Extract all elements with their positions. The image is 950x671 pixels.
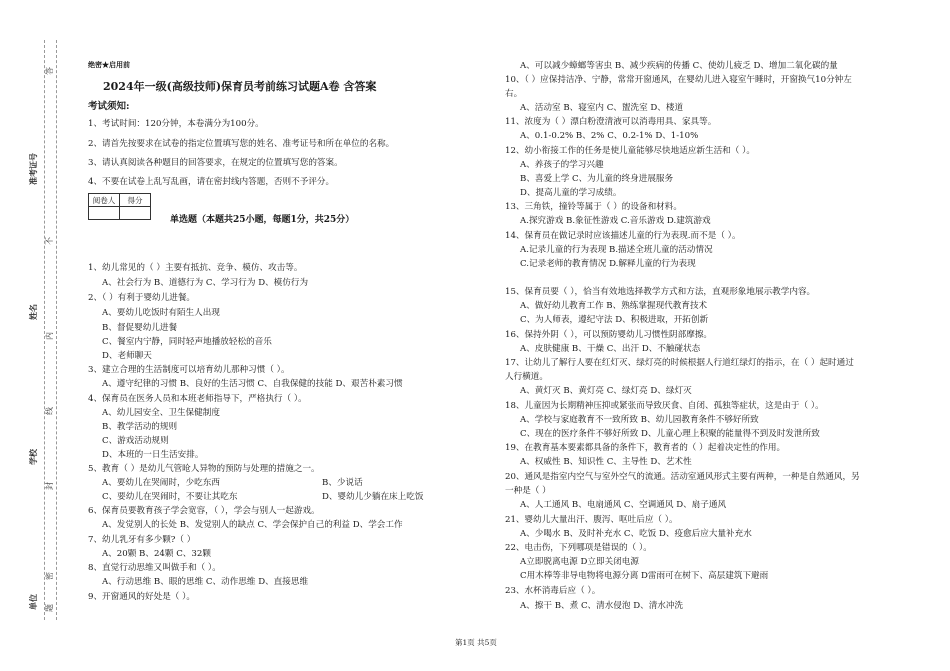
option-line: B、少说话 [322,478,363,488]
reviewer-blank [89,207,120,220]
question-text: 13、三角铁，撞铃等属于（ ）的设备和材料。 [505,202,682,212]
option-line: A.记录儿童的行为表现 B.描述全班儿童的活动情况 [520,245,713,255]
notice-item: 2、请首先按要求在试卷的指定位置填写您的姓名、准考证号和所在单位的名称。 [88,139,395,149]
question-text: 7、幼儿乳牙有多少颗?（ ） [88,535,196,545]
question-text: 15、保育员要（ ），恰当有效地选择教学方式和方法，直观形象地展示教学内容。 [505,287,816,297]
question-text: 21、婴幼儿大量出汗、腹泻、呕吐后应（ ）。 [505,515,678,525]
option-line: B、喜爱上学 C、为儿童的终身进展服务 [520,174,674,184]
question-text: 12、幼小衔接工作的任务是使儿童能够尽快地适应新生活和（ ）。 [505,146,755,156]
seal-char: 密 [45,572,54,580]
question-text: 1、幼儿常见的（ ）主要有抵抗、竞争、模仿、攻击等。 [88,263,303,273]
option-line: A、行动思维 B、眼的思维 C、动作思维 D、直接思维 [102,577,309,587]
reviewer-cell: 阅卷人 [89,194,120,207]
option-line: C.记录老师的教育情况 D.解释儿童的行为表现 [520,259,696,269]
question-text: 2、（ ）有利于婴幼儿进餐。 [88,293,196,303]
question-text: 右。 [505,89,523,99]
question-text: 人行横道。 [505,372,548,382]
seal-char: 答 [45,67,54,75]
question-text: 18、儿童因为长期精神压抑或紧张而导致厌食、自闭、孤独等症状，这是由于（ ）。 [505,401,824,411]
option-line: A、学校与家庭教育不一致所致 B、幼儿园教育条件不够好所致 [520,415,759,425]
option-line: C用木棒等非导电物将电源分离 D雷雨可在树下、高层建筑下避雨 [520,571,769,581]
option-line: A、黄灯灭 B、黄灯亮 C、绿灯亮 D、绿灯灭 [520,386,692,396]
option-line: A、皮肤健康 B、干燥 C、出汗 D、不触碰状态 [520,344,701,354]
option-line: A、20颗 B、24颗 C、32颗 [102,549,211,559]
option-line: C、现在的医疗条件不够好所致 D、儿童心理上积聚的能量得不到及时发泄所致 [520,429,820,439]
question-text: 3、建立合理的生活制度可以培育幼儿那种习惯（ ）。 [88,365,290,375]
option-line: A、可以减少蟑螂等害虫 B、减少疾病的传播 C、使幼儿疲乏 D、增加二氧化碳的量 [520,61,838,71]
name-label: 姓名 [28,304,38,320]
option-line: A、活动室 B、寝室内 C、盥洗室 D、楼道 [520,103,684,113]
seal-char: 题 [45,604,54,612]
ticket-number-label: 准考证号 [28,153,38,185]
question-text: 4、保育员在医务人员和本班老师指导下，严格执行（ ）。 [88,394,307,404]
secret-label: 绝密★启用前 [88,60,130,69]
option-line: A、要幼儿在哭闹时，少吃东西 [102,478,220,488]
question-text: 一种是（ ） [505,486,551,496]
question-text: 23、水杯消毒后应（ ）。 [505,586,601,596]
option-line: A、幼儿园安全、卫生保健制度 [102,408,220,418]
question-text: 16、保持外阴（ ），可以预防婴幼儿习惯性阴部摩擦。 [505,330,713,340]
seal-char: 封 [45,482,54,490]
option-line: A、0.1-0.2% B、2% C、0.2-1% D、1-10% [520,131,699,141]
option-line: A.探究游戏 B.象征性游戏 C.音乐游戏 D.建筑游戏 [520,216,711,226]
option-line: C、为人师表，遵纪守法 D、积极进取，开拓创新 [520,315,709,325]
option-line: A、权威性 B、知识性 C、主导性 D、艺术性 [520,457,692,467]
score-blank [120,207,151,220]
option-line: D、老师聊天 [102,351,152,361]
score-cell: 得分 [120,194,151,207]
question-text: 20、通风是指室内空气与室外空气的流通。活动室通风形式主要有两种，一种是自然通风，另 [505,472,860,482]
option-line: B、教学活动的规则 [102,422,178,432]
option-line: D、本班的一日生活安排。 [102,450,204,460]
option-line: A、社会行为 B、道德行为 C、学习行为 D、模仿行为 [102,278,309,288]
question-text: 9、开窗通风的好处是（ ）。 [88,592,196,602]
notice-item: 3、请认真阅读各种题目的回答要求，在规定的位置填写您的答案。 [88,158,343,168]
option-line: A、做好幼儿教育工作 B、熟练掌握现代教育技术 [520,301,708,311]
option-line: A立即脱离电源 D立即关闭电源 [520,557,639,567]
question-text: 6、保育员要教育孩子学会宽容，（ ），学会与别人一起游戏。 [88,506,320,516]
question-text: 5、教育（ ）是幼儿气管呛人异物的预防与处理的措施之一。 [88,464,320,474]
question-text: 10、（ ）应保持洁净、宁静，常常开窗通风，在婴幼儿进入寝室午睡时，开窗换气10分钟左 [505,75,852,85]
option-line: A、擦干 B、煮 C、清水侵泡 D、清水冲洗 [520,601,684,611]
school-label: 学校 [28,449,38,465]
option-line: C、要幼儿在哭闹时，不要让其吃东 [102,492,238,502]
question-text: 11、浓度为（ ）漂白粉澄清液可以消毒用具、家具等。 [505,117,717,127]
question-text: 22、电击伤，下列哪项是错误的（ ）。 [505,543,652,553]
option-line: C、餐室内宁静，同时轻声地播放轻松的音乐 [102,337,272,347]
option-line: C、游戏活动规则 [102,436,169,446]
score-table [88,193,151,220]
question-text: 19、在教育基本要素都具备的条件下，教育者的（ ）起着决定性的作用。 [505,443,786,453]
notice-item: 1、考试时间：120分钟，本卷满分为100分。 [88,119,264,129]
seal-char: 内 [45,332,54,340]
notice-item: 4、不要在试卷上乱写乱画，请在密封线内答题，否则不予评分。 [88,177,335,187]
document-title: 2024年一级(高级技师)保育员考前练习试题A卷 含答案 [103,80,377,93]
question-text: 8、直觉行动思维又叫做手和（ ）。 [88,563,221,573]
seal-line-outer [44,40,45,620]
option-line: B、督促婴幼儿进餐 [102,323,178,333]
option-line: D、提高儿童的学习成绩。 [520,188,622,198]
option-line: A、遵守纪律的习惯 B、良好的生活习惯 C、自我保健的技能 D、艰苦朴素习惯 [102,379,403,389]
option-line: A、少喝水 B、及时补充水 C、吃饭 D、疫愈后应大量补充水 [520,529,752,539]
unit-label: 单位 [28,594,38,610]
option-line: A、人工通风 B、电扇通风 C、空调通风 D、扇子通风 [520,500,727,510]
question-text: 14、保育员在做记录时应该描述儿童的行为表现.而不是（ ）。 [505,231,741,241]
page-footer: 第1页 共5页 [455,638,497,647]
option-line: A、要幼儿吃饭时有陌生人出现 [102,308,220,318]
seal-line-inner [56,40,57,620]
seal-char: 线 [45,407,54,415]
seal-char: 不 [45,237,54,245]
question-text: 17、让幼儿了解行人要在红灯灭、绿灯亮的时候根据人行道红绿灯的指示，在（ ）起时通过 [505,358,854,368]
section-heading: 单选题（本题共25小题，每题1分，共25分） [170,215,355,225]
option-line: A、发觉别人的长处 B、发觉别人的缺点 C、学会保护自己的利益 D、学会工作 [102,520,403,530]
option-line: D、婴幼儿少躺在床上吃饭 [322,492,424,502]
option-line: A、养孩子的学习兴趣 [520,160,604,170]
notice-heading: 考试须知: [88,101,130,112]
